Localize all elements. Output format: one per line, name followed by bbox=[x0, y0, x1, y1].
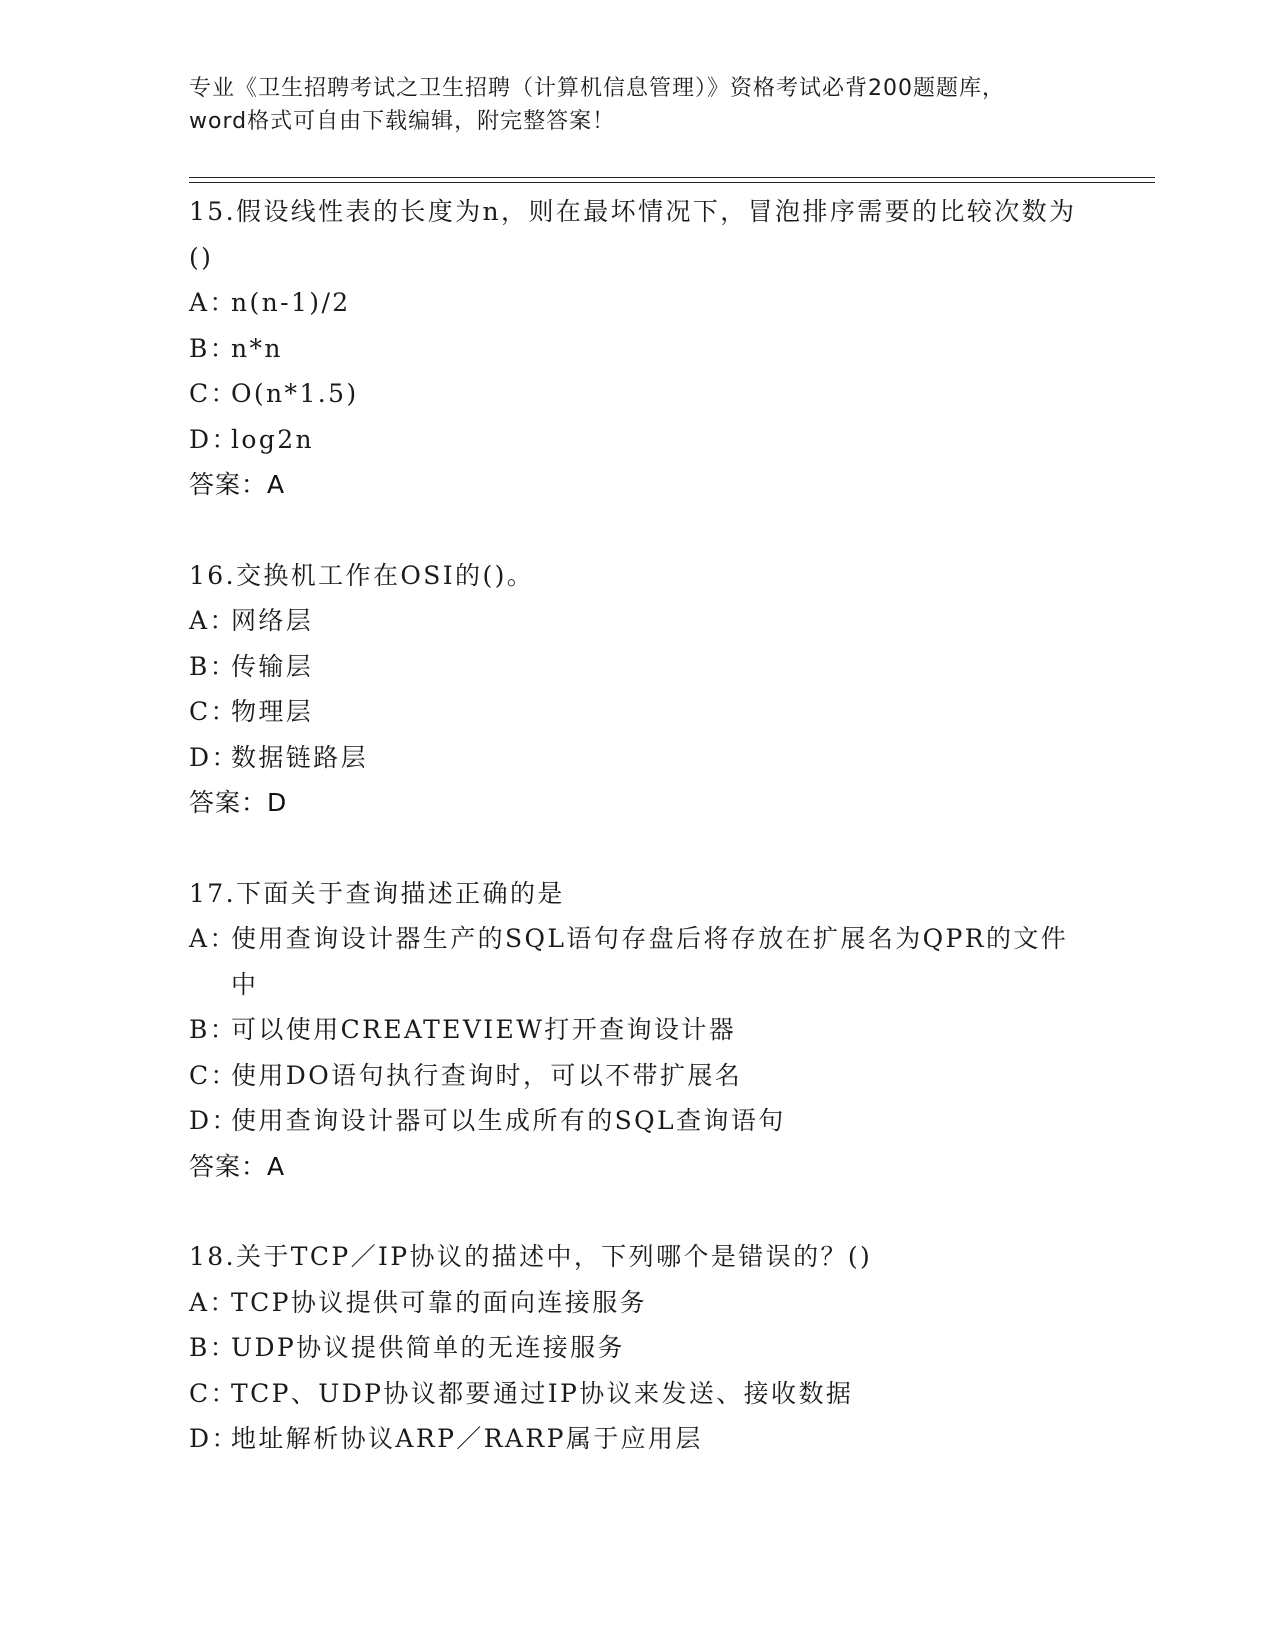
option-b bbox=[189, 326, 1089, 372]
header-divider-bottom bbox=[189, 182, 1155, 183]
option-text: TCP、UDP协议都要通过IP协议来发送、接收数据 bbox=[231, 1378, 854, 1408]
option-b bbox=[189, 1007, 1089, 1053]
option-a bbox=[189, 1280, 1089, 1326]
option-key: C： bbox=[189, 379, 238, 408]
option-text: TCP协议提供可靠的面向连接服务 bbox=[231, 1287, 648, 1317]
option-key: C： bbox=[189, 697, 238, 726]
option-c bbox=[189, 689, 1089, 735]
option-a bbox=[189, 598, 1089, 644]
option-d bbox=[189, 735, 1089, 781]
question-list bbox=[189, 189, 1089, 1507]
question-stem: 18.关于TCP／IP协议的描述中，下列哪个是错误的？() bbox=[189, 1242, 873, 1271]
option-text: 使用查询设计器可以生成所有的SQL查询语句 bbox=[231, 1106, 786, 1135]
option-text: 使用查询设计器生产的SQL语句存盘后将存放在扩展名为QPR的文件中 bbox=[231, 924, 1069, 999]
option-c bbox=[189, 1371, 1089, 1417]
option-text: 使用DO语句执行查询时，可以不带扩展名 bbox=[231, 1060, 743, 1090]
answer-label: 答案：D bbox=[189, 788, 288, 817]
option-key: A： bbox=[189, 606, 237, 635]
option-key: B： bbox=[189, 1015, 238, 1044]
option-d bbox=[189, 1416, 1089, 1462]
question-16 bbox=[189, 553, 1089, 826]
option-key: D： bbox=[189, 1424, 239, 1453]
option-b bbox=[189, 1325, 1089, 1371]
option-c bbox=[189, 1053, 1089, 1099]
option-key: A： bbox=[189, 288, 237, 317]
option-text: 地址解析协议ARP／RARP属于应用层 bbox=[231, 1424, 703, 1453]
option-key: D： bbox=[189, 424, 239, 454]
option-key: B： bbox=[189, 1333, 238, 1362]
option-text: 传输层 bbox=[231, 651, 314, 681]
question-stem: 15.假设线性表的长度为n，则在最坏情况下，冒泡排序需要的比较次数为() bbox=[189, 197, 1077, 272]
header-line-1: 专业《卫生招聘考试之卫生招聘（计算机信息管理）》资格考试必背200题题库， bbox=[189, 76, 1005, 101]
option-d bbox=[189, 1098, 1089, 1144]
option-key: B： bbox=[189, 333, 238, 363]
option-text: 物理层 bbox=[231, 697, 314, 726]
option-text: 可以使用CREATEVIEW打开查询设计器 bbox=[231, 1015, 737, 1044]
question-17 bbox=[189, 871, 1089, 1190]
answer-label: 答案：A bbox=[189, 1151, 286, 1181]
option-b bbox=[189, 644, 1089, 690]
option-c bbox=[189, 371, 1089, 417]
header-line-2: word格式可自由下载编辑，附完整答案！ bbox=[189, 109, 616, 134]
option-text: UDP协议提供简单的无连接服务 bbox=[231, 1333, 625, 1362]
option-a bbox=[189, 916, 1089, 1007]
option-text: n(n-1)/2 bbox=[231, 288, 351, 317]
question-15 bbox=[189, 189, 1089, 508]
option-key: C： bbox=[189, 1378, 238, 1408]
option-a bbox=[189, 280, 1089, 326]
option-key: A： bbox=[189, 1287, 237, 1317]
option-key: D： bbox=[189, 742, 239, 772]
answer-label: 答案：A bbox=[189, 470, 286, 499]
option-text: n*n bbox=[231, 333, 283, 363]
option-key: D： bbox=[189, 1106, 239, 1135]
option-key: C： bbox=[189, 1060, 238, 1090]
option-key: A： bbox=[189, 924, 237, 953]
option-text: 数据链路层 bbox=[231, 742, 369, 772]
question-18 bbox=[189, 1234, 1089, 1462]
option-key: B： bbox=[189, 651, 238, 681]
option-text: O(n*1.5) bbox=[231, 379, 359, 408]
question-stem: 16.交换机工作在OSI的()。 bbox=[189, 560, 535, 590]
option-d bbox=[189, 417, 1089, 463]
option-text: log2n bbox=[231, 424, 315, 454]
document-header bbox=[189, 72, 1089, 138]
header-divider-top bbox=[189, 177, 1155, 178]
option-text: 网络层 bbox=[231, 606, 314, 635]
question-stem: 17.下面关于查询描述正确的是 bbox=[189, 878, 565, 908]
